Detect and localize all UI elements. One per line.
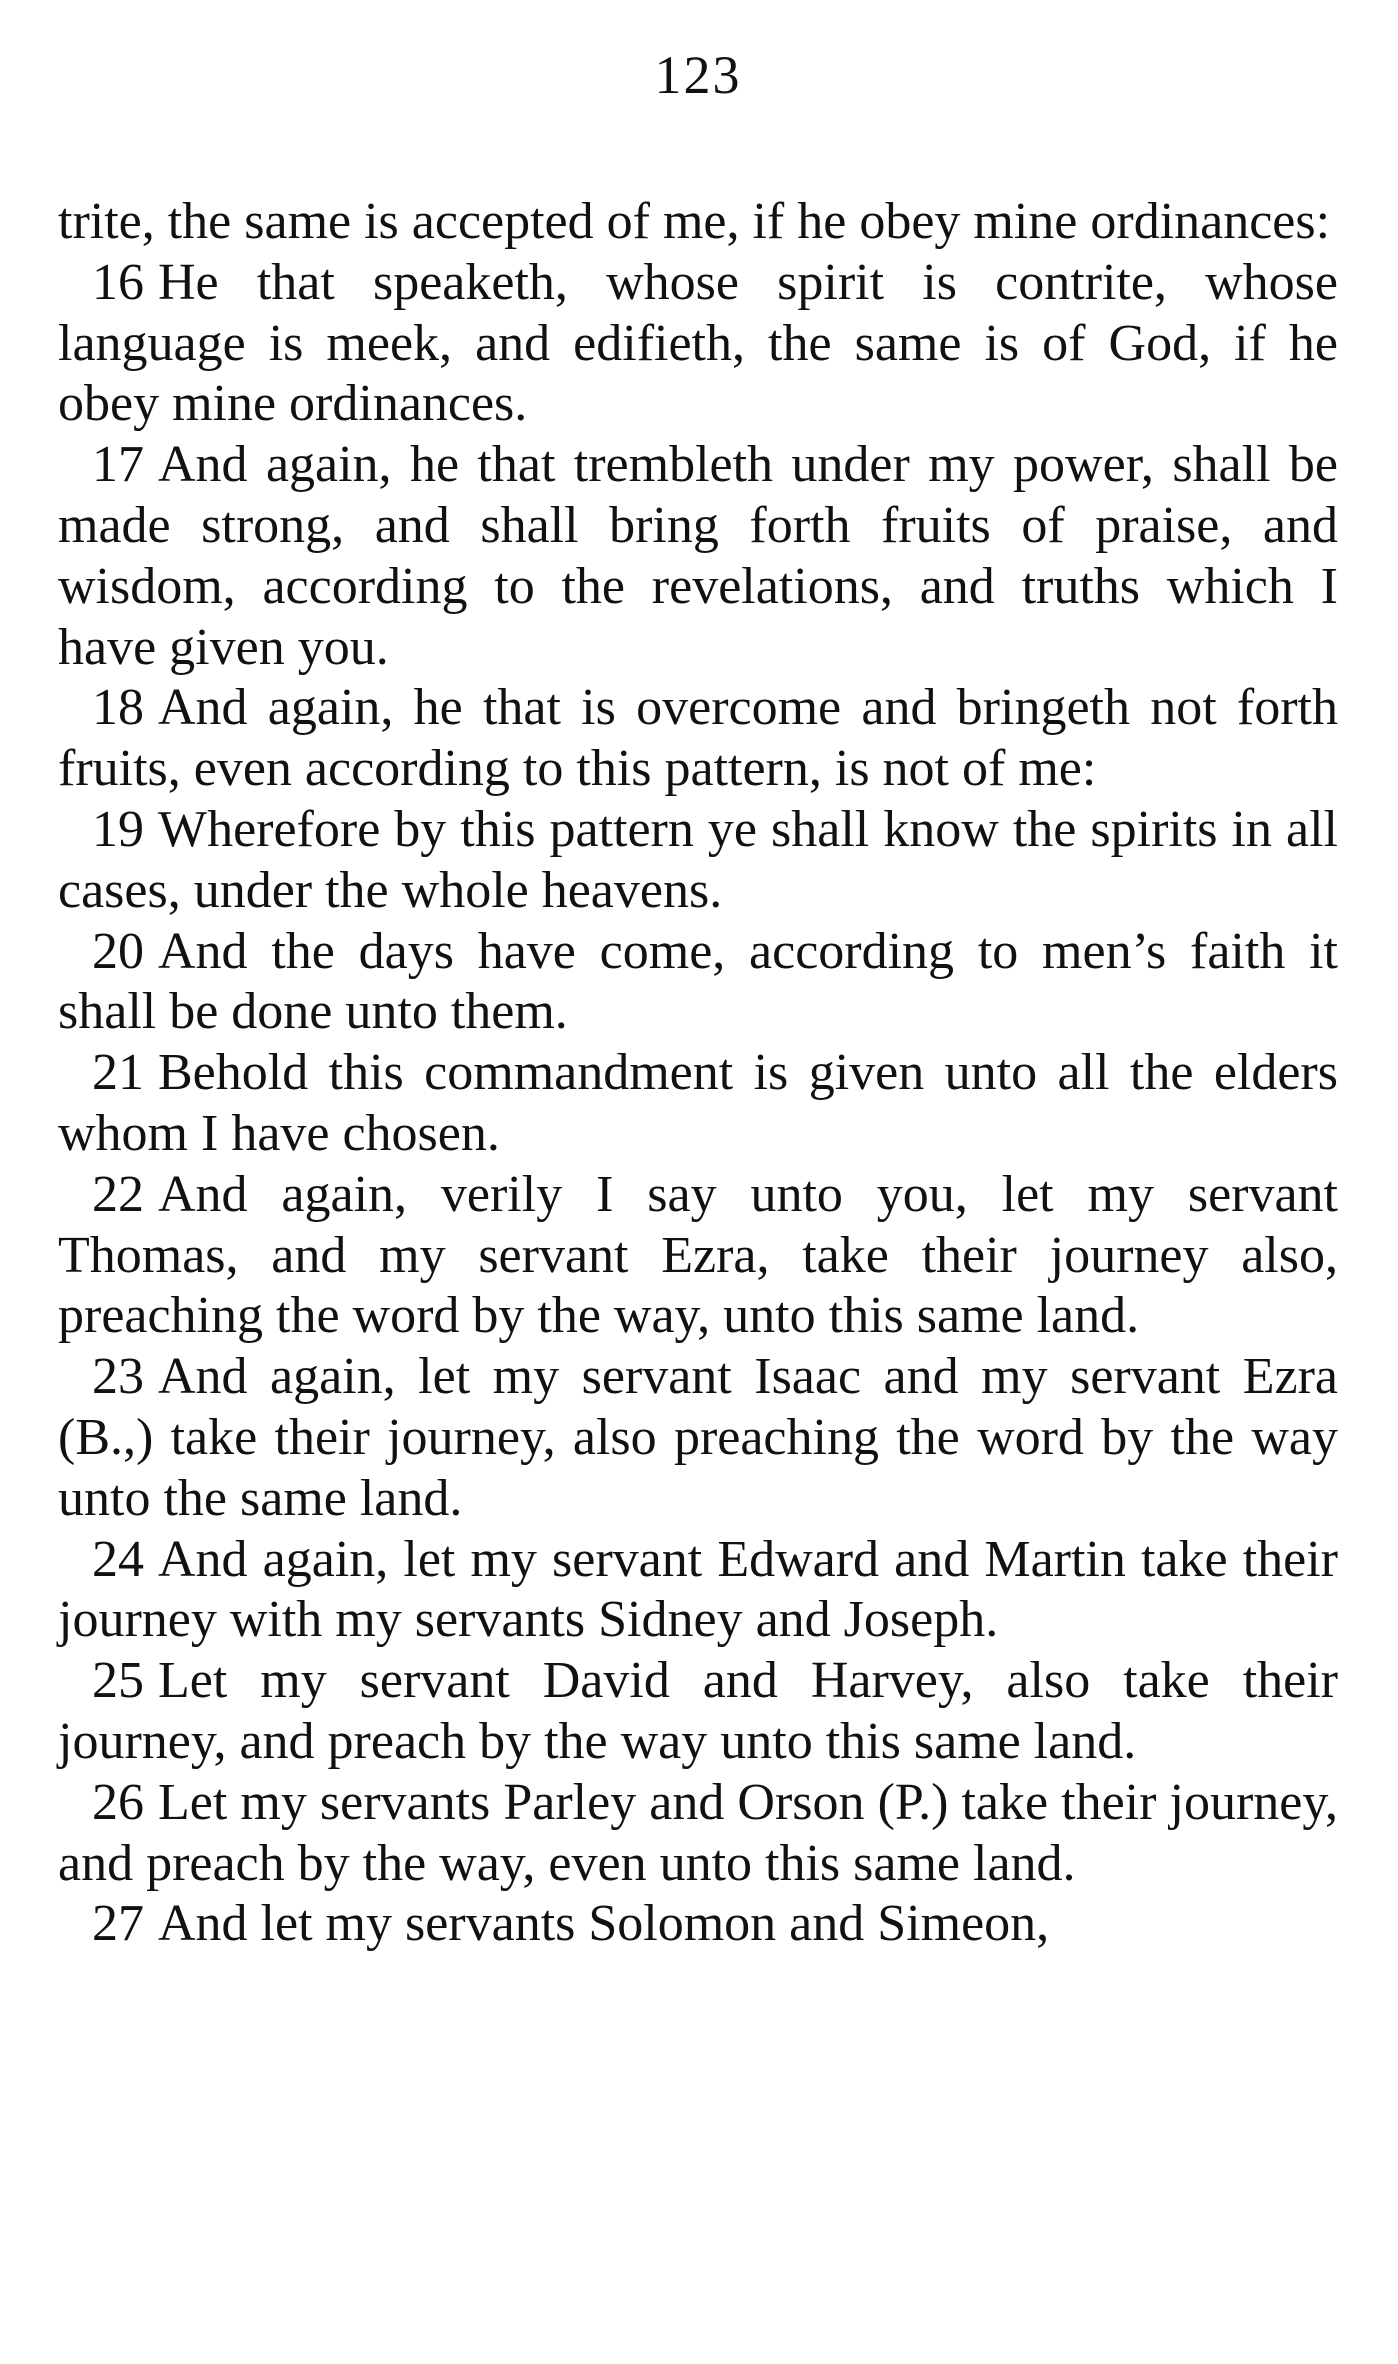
verse-text: And the days have come, according to men’s faith it shall be done unto them. bbox=[58, 922, 1338, 1041]
book-page bbox=[58, 40, 1338, 1955]
verse-text: Behold this commandment is given unto all the elders whom I have chosen. bbox=[58, 1044, 1338, 1162]
verse-number: 22 bbox=[92, 1165, 144, 1223]
verse-number: 23 bbox=[92, 1348, 144, 1406]
verse-text: And again, let my servant Edward and Martin take their journey with my servants Sidney and Joseph. bbox=[58, 1530, 1338, 1649]
verse-text: Let my servants Parley and Orson (P.) take their journey, and preach by the way, even unto this same land. bbox=[58, 1773, 1338, 1892]
verse-text: And again, let my servant Isaac and my servant Ezra (B.,) take their journey, also preaching the word by the way unto the same land. bbox=[58, 1348, 1338, 1527]
page-text bbox=[58, 192, 1338, 1955]
verse-22 bbox=[58, 1165, 1338, 1347]
verse-text: He that speaketh, whose spirit is contrite, whose language is meek, and edifieth, the same is of God, if he obey mine ordinances. bbox=[58, 253, 1338, 433]
page-number: 123 bbox=[654, 45, 742, 105]
verse-number: 18 bbox=[92, 679, 144, 737]
verse-18 bbox=[58, 678, 1338, 800]
verse-text: And again, he that is overcome and bringeth not forth fruits, even according to this pattern, is not of me: bbox=[58, 679, 1338, 798]
verse-number: 25 bbox=[92, 1652, 144, 1710]
verse-number: 17 bbox=[92, 436, 144, 494]
verse-text: Let my servant David and Harvey, also take their journey, and preach by the way unto this same land. bbox=[58, 1652, 1338, 1770]
verse-text: And again, he that trembleth under my power, shall be made strong, and shall bring forth fruits of praise, and wisdom, according to the revelations, and truths which I have given you. bbox=[58, 436, 1338, 676]
verse-number: 24 bbox=[92, 1530, 144, 1588]
verse-number: 16 bbox=[92, 253, 144, 311]
verse-text: And again, verily I say unto you, let my servant Thomas, and my servant Ezra, take their journey also, preaching the word by the way, unto this same land. bbox=[58, 1165, 1338, 1345]
verse-25 bbox=[58, 1651, 1338, 1773]
verse-27 bbox=[58, 1894, 1338, 1955]
verse-17 bbox=[58, 435, 1338, 678]
verse-26 bbox=[58, 1773, 1338, 1895]
verse-number: 26 bbox=[92, 1773, 144, 1831]
verse-text: And let my servants Solomon and Simeon, bbox=[158, 1895, 1050, 1953]
verse-text: Wherefore by this pattern ye shall know the spirits in all cases, under the whole heavens. bbox=[58, 800, 1338, 919]
verse-23 bbox=[58, 1347, 1338, 1529]
verse-24 bbox=[58, 1530, 1338, 1652]
verse-16 bbox=[58, 253, 1338, 435]
verse-21 bbox=[58, 1043, 1338, 1165]
verse-20 bbox=[58, 922, 1338, 1044]
paragraph-text: trite, the same is accepted of me, if he obey mine ordinances: bbox=[58, 193, 1331, 250]
verse-number: 19 bbox=[92, 800, 144, 858]
paragraph-continuation bbox=[58, 192, 1338, 253]
verse-number: 27 bbox=[92, 1895, 144, 1953]
verse-number: 20 bbox=[92, 922, 144, 980]
verse-number: 21 bbox=[92, 1044, 144, 1102]
verse-19 bbox=[58, 800, 1338, 922]
